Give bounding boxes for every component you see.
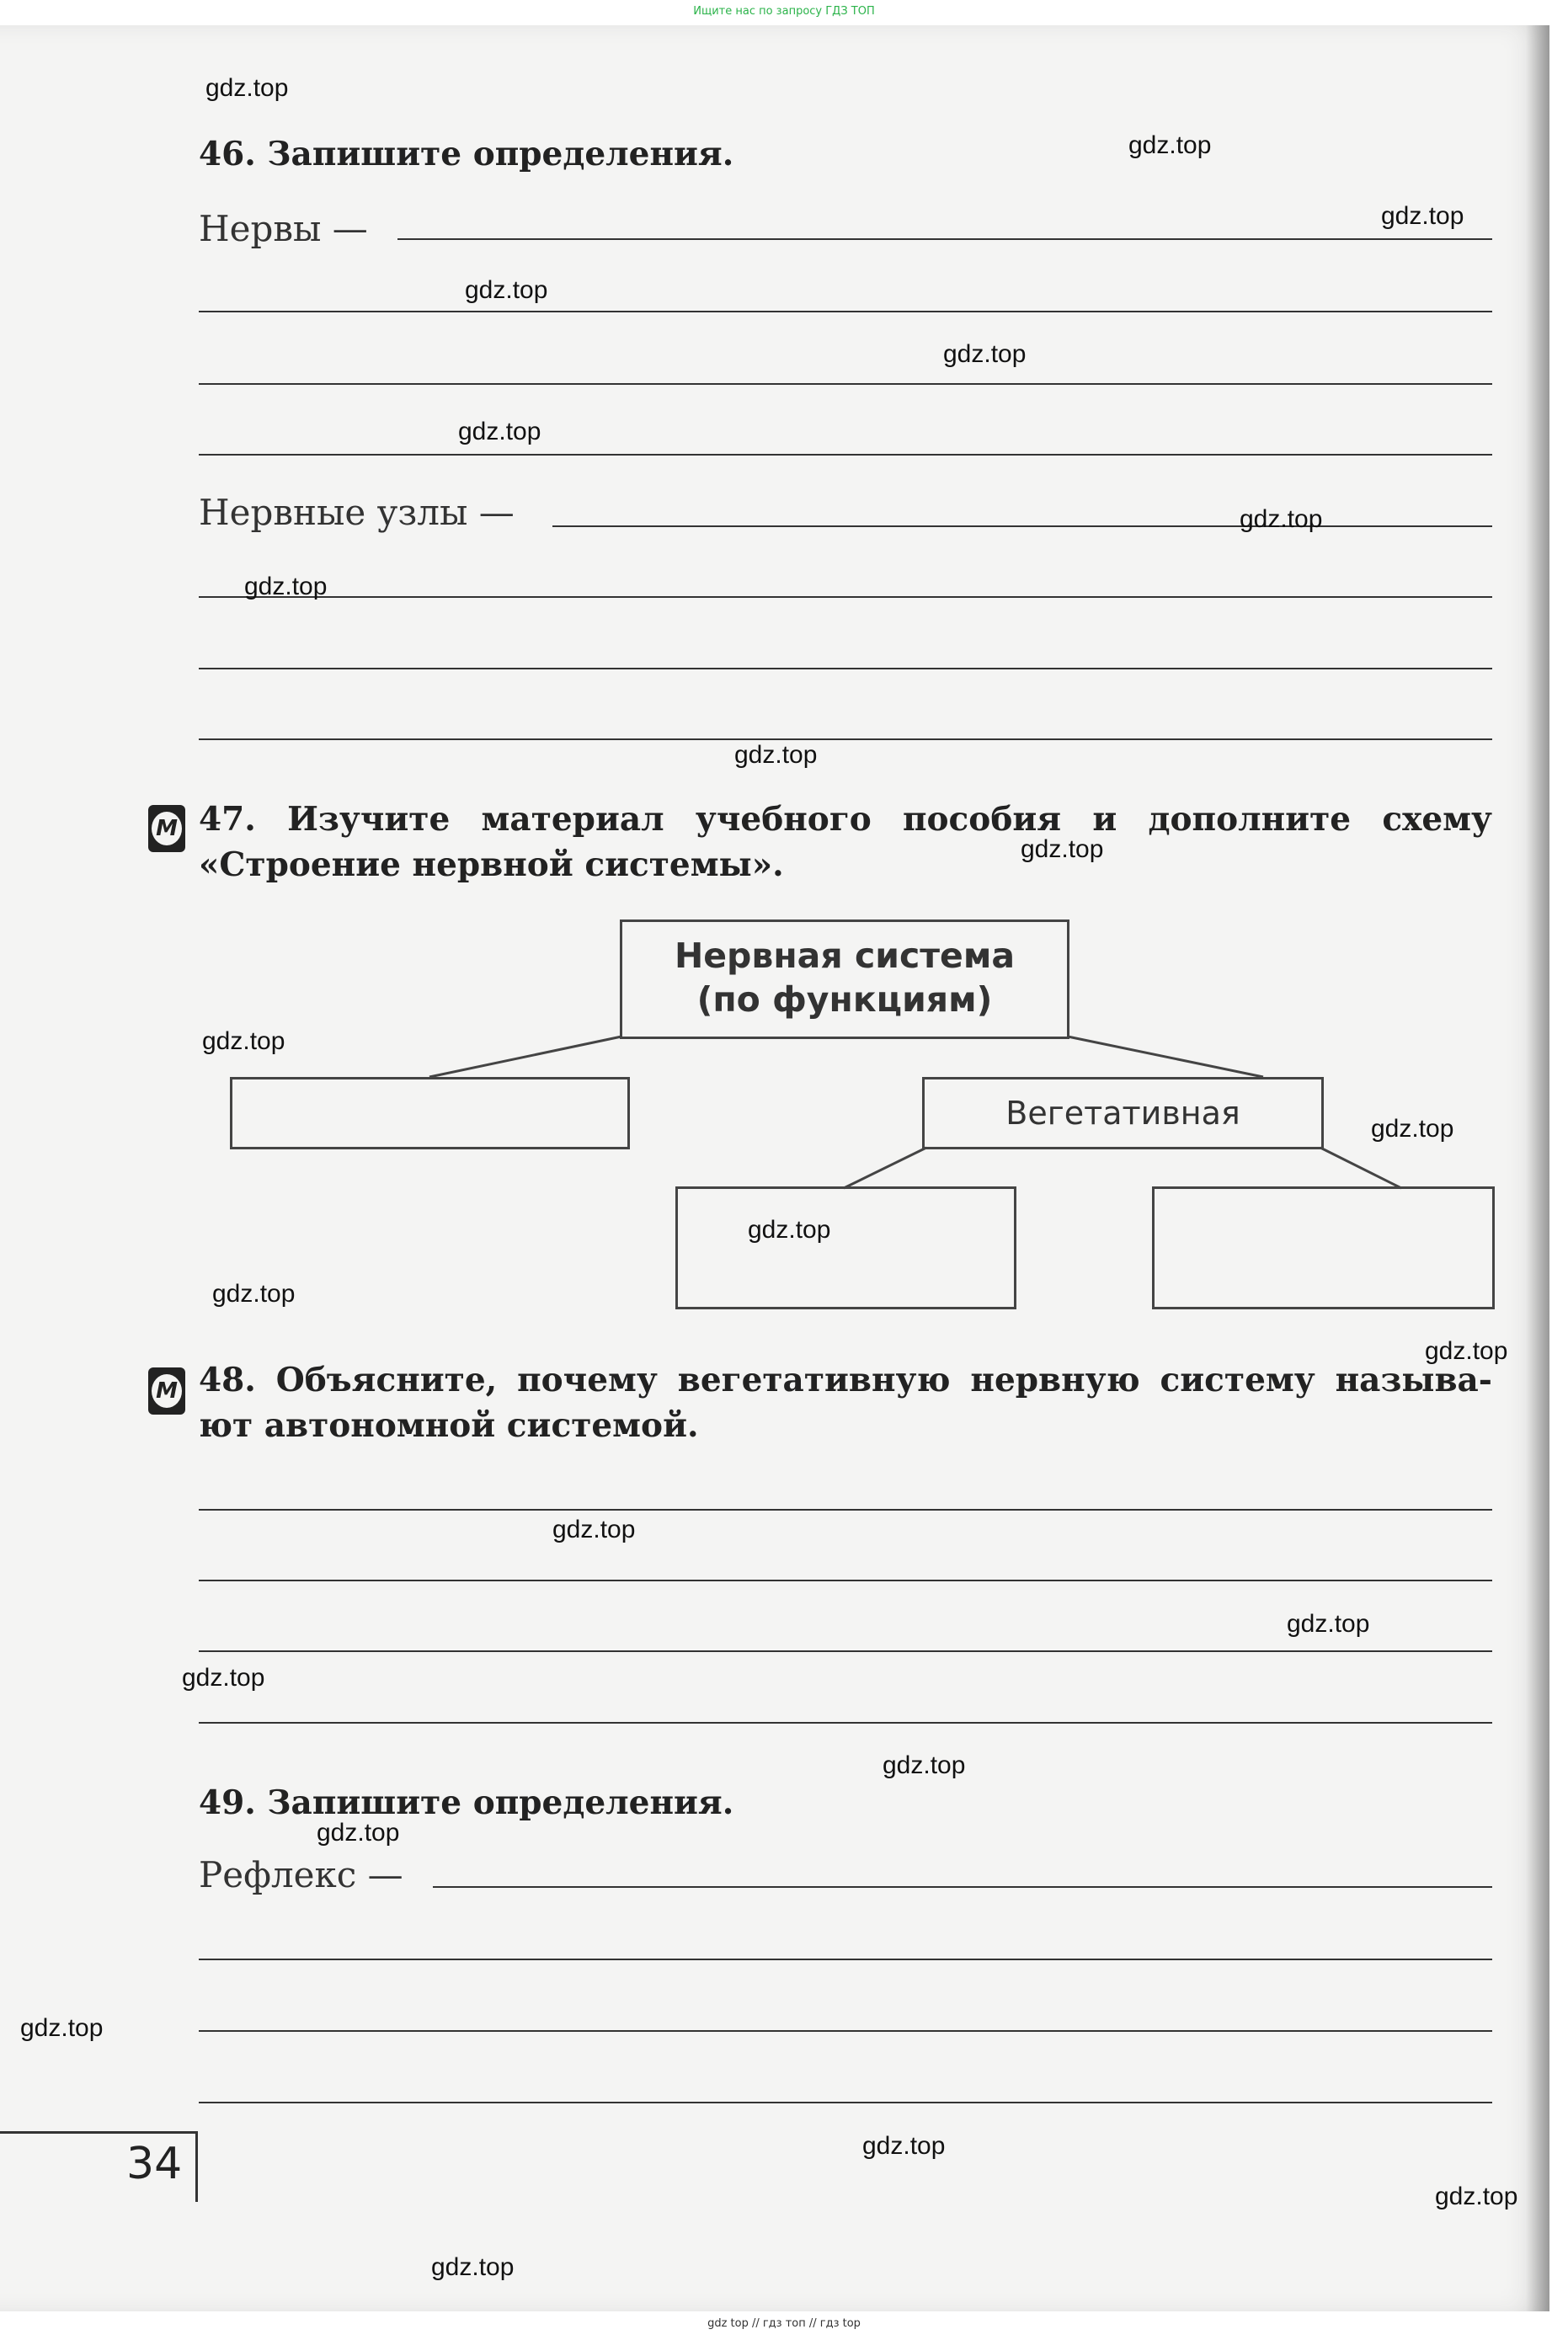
watermark: gdz.top (465, 276, 548, 304)
answer-line[interactable] (199, 1722, 1492, 1724)
bottom-note: gdz top // гдз топ // гдз top (707, 2317, 861, 2330)
scheme-root-line2: (по функциям) (696, 979, 993, 1020)
task47-text-line2: «Строение нервной системы». (199, 845, 784, 884)
watermark: gdz.top (1371, 1115, 1454, 1143)
scheme-vegetative-label: Вегетативная (1005, 1095, 1240, 1132)
connector-line (1320, 1148, 1401, 1188)
task46-term-ganglia: Нервные узлы — (199, 492, 515, 533)
task46-heading: 46. Запишите определения. (199, 135, 734, 173)
watermark: gdz.top (244, 573, 328, 600)
answer-line[interactable] (199, 1509, 1492, 1511)
m-badge-icon: М (148, 1367, 185, 1415)
answer-line[interactable] (199, 1580, 1492, 1581)
task49-heading: 49. Запишите определения. (199, 1783, 734, 1822)
scheme-root-box (620, 919, 1069, 1039)
answer-line[interactable] (199, 1959, 1492, 1960)
watermark: gdz.top (748, 1216, 831, 1244)
scheme-root-line1: Нервная система (674, 935, 1016, 976)
m-badge-icon: М (148, 805, 185, 852)
watermark: gdz.top (202, 1027, 285, 1055)
watermark: gdz.top (212, 1280, 296, 1308)
watermark: gdz.top (552, 1516, 636, 1543)
answer-line[interactable] (199, 2102, 1492, 2103)
watermark: gdz.top (1240, 505, 1323, 533)
page-number-frame-top (0, 2131, 197, 2134)
watermark: gdz.top (205, 74, 289, 102)
task46-term-nerves: Нервы — (199, 208, 368, 249)
watermark: gdz.top (1425, 1337, 1508, 1365)
watermark: gdz.top (317, 1819, 400, 1847)
scheme-empty-box-sub-left[interactable] (675, 1186, 1016, 1309)
watermark: gdz.top (862, 2132, 946, 2160)
task49-term-reflex: Рефлекс — (199, 1854, 403, 1895)
watermark: gdz.top (20, 2014, 104, 2042)
watermark: gdz.top (458, 418, 541, 445)
connector-line (429, 1037, 621, 1077)
answer-line[interactable] (433, 1886, 1492, 1888)
watermark: gdz.top (943, 340, 1027, 368)
watermark: gdz.top (883, 1751, 966, 1779)
task48-text-line2: ют автономной системой. (199, 1406, 699, 1445)
page-number: 34 (126, 2139, 183, 2189)
page-number-frame-side (195, 2131, 198, 2202)
scheme-empty-box-somatic[interactable] (230, 1077, 630, 1149)
task48-text-line1: 48. Объясните, почему вегетативную нервную систему называ- (199, 1361, 1492, 1399)
connector-line (844, 1148, 926, 1188)
watermark: gdz.top (1435, 2183, 1518, 2210)
watermark: gdz.top (1287, 1610, 1370, 1638)
scheme-vegetative-box (922, 1077, 1324, 1149)
top-note: Ищите нас по запросу ГДЗ ТОП (693, 5, 875, 18)
watermark: gdz.top (1381, 202, 1464, 230)
connector-line (1068, 1037, 1263, 1077)
watermark: gdz.top (1021, 835, 1104, 863)
watermark: gdz.top (182, 1664, 265, 1692)
watermark: gdz.top (431, 2253, 515, 2281)
answer-line[interactable] (199, 2030, 1492, 2032)
scheme-empty-box-sub-right[interactable] (1152, 1186, 1495, 1309)
answer-line[interactable] (199, 1650, 1492, 1652)
watermark: gdz.top (734, 741, 818, 769)
task47-text-line1: 47. Изучите материал учебного пособия и дополните схему (199, 800, 1492, 839)
watermark: gdz.top (1128, 131, 1212, 159)
